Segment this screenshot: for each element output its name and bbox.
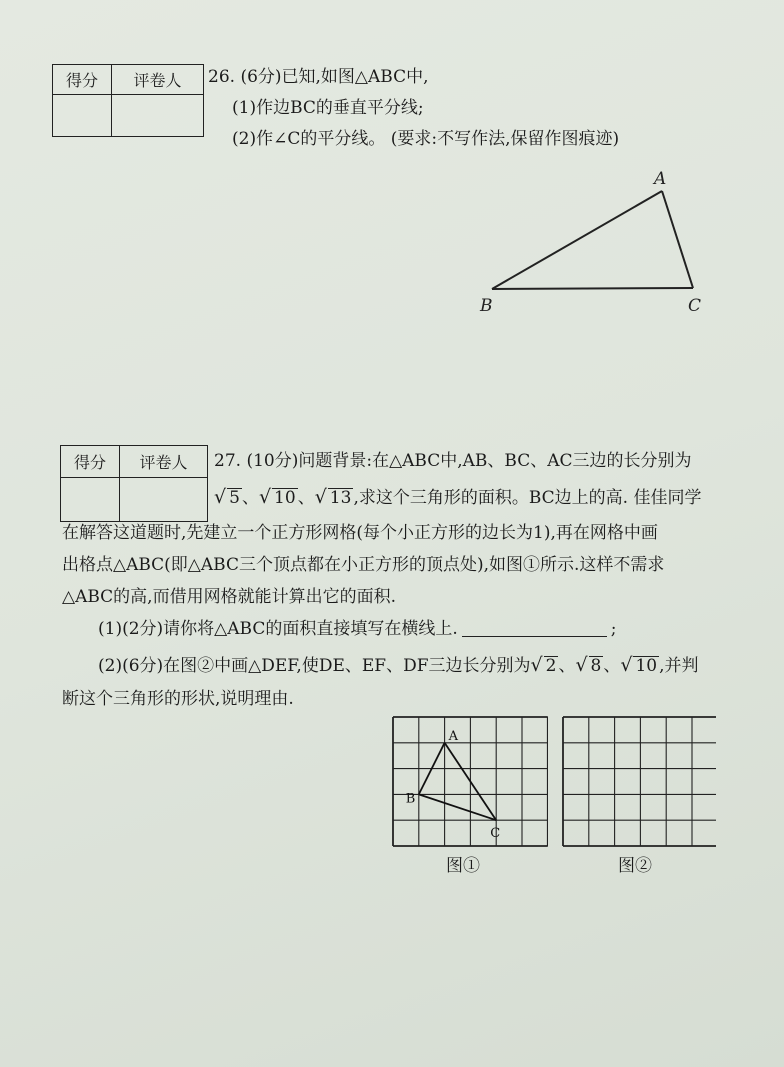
grid-label-b: B [405, 791, 416, 807]
fig2-caption: 图② [618, 856, 652, 876]
grader-cell[interactable] [112, 95, 204, 137]
answer-blank[interactable] [462, 622, 607, 637]
score-header: 得分 [53, 65, 112, 95]
sqrt-10: 10 [274, 488, 296, 508]
grid-figure-1 [392, 716, 548, 848]
q27-line2: √ 5 、√ 10 、√ 13 ,求这个三角形的面积。BC边上的高. 佳佳同学 [214, 486, 702, 508]
q26-triangle-figure [470, 165, 720, 325]
q27-line2-rest: ,求这个三角形的面积。BC边上的高. 佳佳同学 [353, 488, 702, 508]
score-table-27 [60, 445, 208, 522]
q26-stem: 26. (6分)已知,如图△ABC中, [208, 67, 429, 87]
fig1-caption: 图① [446, 856, 480, 876]
grid-label-c: C [490, 826, 501, 842]
q27-part2-line2: 断这个三角形的形状,说明理由. [62, 689, 294, 709]
q26-part1: (1)作边BC的垂直平分线; [232, 98, 424, 118]
q27-part1: (1)(2分)请你将△ABC的面积直接填写在横线上. ; [98, 619, 617, 639]
label-b: B [480, 296, 493, 316]
grid-figure-2[interactable] [562, 716, 716, 848]
grader-header: 评卷人 [112, 65, 204, 95]
q27-line4: 出格点△ABC(即△ABC三个顶点都在小正方形的顶点处),如图①所示.这样不需求 [62, 555, 665, 575]
q27-line3: 在解答这道题时,先建立一个正方形网格(每个小正方形的边长为1),再在网格中画 [62, 523, 658, 543]
sqrt-10b: 10 [635, 656, 658, 676]
grader-header: 评卷人 [120, 446, 208, 478]
score-table-26 [52, 64, 204, 137]
sqrt-13: 13 [329, 488, 352, 508]
triangle-side-ab [492, 191, 662, 289]
q27-line1: 27. (10分)问题背景:在△ABC中,AB、BC、AC三边的长分别为 [214, 451, 692, 471]
label-c: C [688, 296, 702, 316]
grader-cell[interactable] [120, 478, 208, 522]
grid-label-a: A [448, 728, 458, 744]
sqrt-8: 8 [590, 656, 602, 676]
triangle-side-bc [492, 288, 693, 289]
q27-part2: (2)(6分)在图②中画△DEF,使DE、EF、DF三边长分别为√ 2 、√ 8 、√ 10 ,并判 [98, 654, 699, 676]
triangle-side-ac [662, 191, 693, 288]
score-cell[interactable] [53, 95, 112, 137]
score-header: 得分 [61, 446, 120, 478]
label-a: A [654, 169, 667, 189]
sqrt-2: 2 [545, 656, 557, 676]
q27-line5: △ABC的高,而借用网格就能计算出它的面积. [62, 587, 396, 607]
sqrt-5: 5 [229, 488, 240, 508]
score-cell[interactable] [61, 478, 120, 522]
tri-side-bc [419, 794, 496, 820]
q26-part2: (2)作∠C的平分线。 (要求:不写作法,保留作图痕迹) [232, 129, 620, 149]
